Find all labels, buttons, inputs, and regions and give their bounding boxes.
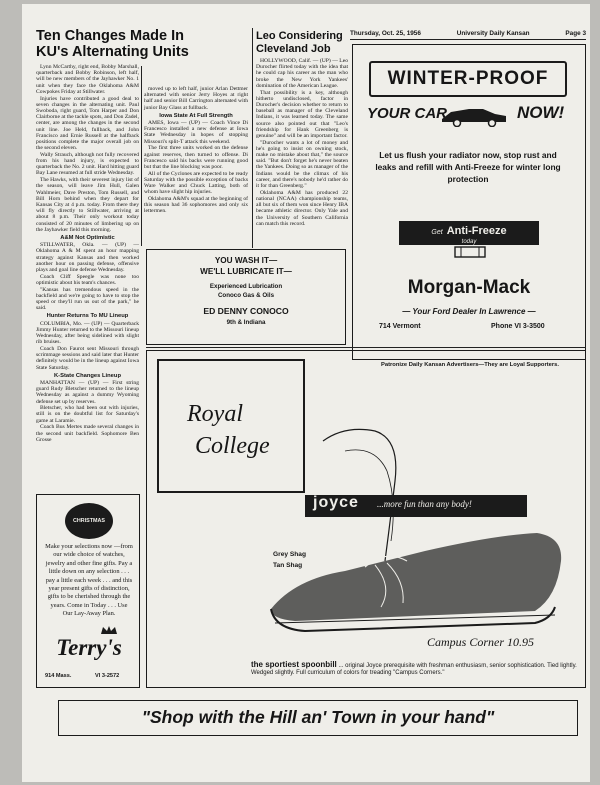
hunter-subhead: Hunter Returns To MU Lineup — [46, 313, 129, 320]
christmas-badge-text: CHRISTMAS — [72, 518, 106, 524]
conoco-line4: Conoco Gas & Oils — [217, 292, 275, 299]
header-rule — [350, 39, 586, 40]
kstate-paragraph: Coach Bus Mertes made several changes in the second unit backfield. Sophomore Ben Grosse — [36, 424, 139, 443]
kstate-subhead: K-State Changes Lineup — [54, 372, 121, 379]
now-label: NOW! — [517, 103, 565, 122]
newspaper-page — [22, 4, 590, 782]
kstate-paragraph: Bletscher, who had been out with injuries, still is on the doubtful list for Saturday's game at Laramie. — [36, 405, 139, 424]
sooner-subhead: A&M Not Optimistic — [60, 234, 115, 241]
iowa-subhead: Iowa State At Full Strength — [159, 112, 233, 119]
terrys-copy: Make your selections now —from our wide choice of watches, jewelry and other fine gifts. Pay a little down on any selection . . . pay a little each week . . . and this year present gifts of distinction, gifts to be cherished through the years. Come in Today . . . Use Our Lay-Away Plan. — [45, 543, 133, 618]
story1-headline — [36, 28, 250, 60]
conoco-line6: 9th & Indiana — [226, 319, 266, 326]
story1-paragraph: moved up to left half, junior Arlan Dettmer alternated with senior Jerry Hoyes at right half and senior Bill Carrington alternated with junior Bay Glass at fullback. — [144, 86, 248, 111]
anti-freeze-today: today — [461, 239, 477, 245]
dealer-tagline: — Your Ford Dealer In Lawrence — — [402, 307, 536, 316]
conoco-line5: ED DENNY CONOCO — [203, 306, 289, 316]
royal-footer-bold: the sportiest spoonbill — [251, 660, 337, 669]
story2-headline — [256, 30, 348, 55]
joyce-shoe-illustration — [235, 411, 575, 641]
car-icon — [439, 103, 509, 127]
hunter-paragraph: COLUMBIA, Mo. — (UP) — Quarterback Jimmy Hunter returned to the Missouri lineup Wednesday, after being sidelined with slight rib bruises. — [36, 320, 139, 346]
dealer-name: Morgan-Mack — [407, 277, 531, 298]
header-date: Thursday, Oct. 25, 1956 — [350, 30, 421, 37]
kstate-paragraph: MANHATTAN — (UP) — First string guard Rudy Bletscher returned to the lineup Wednesday as against a dummy Wyoming defense set up by reserves. — [36, 379, 139, 405]
terrys-phone: VI 3-2572 — [95, 673, 120, 679]
campus-corner-price: Campus Corner 10.95 — [427, 635, 535, 649]
story2-paragraph: "Durocher wants a lot of money and he's going to insist on owning stock, make no mistake about that," the source said. "But don't forget he's never beaten the Yankees. Doing so as manager of the Indians would be the climax of his career, and there's nobody he'd rather do it for than Greenberg." — [256, 139, 348, 190]
iowa-paragraph: AMES, Iowa — (UP) — Coach Vince Di Francesco installed a new defense at Iowa State Wednesday in hopes of stopping Missouri's split-T attack this weekend. — [144, 120, 248, 145]
royal-college-line1: Royal — [187, 401, 243, 427]
conoco-line2: WE'LL LUBRICATE IT— — [200, 267, 292, 276]
your-car-label: YOUR CAR — [367, 105, 448, 122]
iowa-paragraph: The first three units worked on the defense against reserves, then turned to offense. Di Francesco said his backs were running good but that the line blocking was poor. — [144, 145, 248, 170]
patronize-rule — [146, 347, 586, 348]
anti-freeze-badge — [399, 221, 539, 245]
dealer-address: 714 Vermont — [379, 323, 421, 330]
story1-paragraph: Injuries have contributed a good deal to seven changes in the alternating unit. Paul Swoboda, right guard, Tom Harper and Don Clairborne at the tackle spots, and Don Zadel, center, are among the changes in the second unit line. Joe Held, fullback, and John Francisco and Ernie Russell at the halfback positions complete the major overall job on the second eleven. — [36, 95, 139, 152]
joyce-script: ...more fun than any body! — [377, 499, 472, 509]
conoco-ad — [146, 249, 346, 345]
hunter-paragraph: Coach Don Faurot sent Missouri through scrimmage sessions and said later that Hunter definitely would be in the lineup against Iowa State Saturday. — [36, 345, 139, 371]
story2-paragraph: HOLLYWOOD, Calif. — (UP) — Leo Durocher flirted today with the idea that he could cap his career as the man who broke the New York Yankees' domination of the American League. — [256, 58, 348, 89]
royal-college-line2: College — [195, 433, 270, 459]
story2-paragraph: That possibility is a key, although hitherto undisclosed, factor in Durocher's decision whether to return to baseball as manager of the Cleveland Indians, it was learned today. The same source also pointed out that "Leo's friendship for Hank Greenberg is genuine" and will be an important factor. — [256, 89, 348, 139]
page-header — [350, 30, 586, 37]
header-paper: University Daily Kansan — [456, 30, 530, 37]
winter-proof-ad — [352, 44, 586, 360]
story1-headline-line1: Ten Changes Made In — [36, 28, 184, 44]
anti-freeze-label: Anti-Freeze — [446, 225, 507, 237]
conoco-line1: YOU WASH IT— — [214, 256, 278, 265]
winter-proof-copy: Let us flush your radiator now, stop rust and leaks and refill with Anti-Freeze for winter long protection — [375, 150, 561, 184]
column-rule — [252, 28, 253, 248]
iowa-paragraph: Oklahoma A&M's squad at the beginning of this season had 36 sophomores and only six lettermen. — [144, 195, 248, 215]
joyce-logo: joyce — [313, 494, 359, 511]
column-rule — [141, 66, 142, 246]
anti-freeze-get: Get — [431, 229, 443, 236]
terrys-address: 914 Mass. — [45, 673, 72, 679]
patronize-line: Patronize Daily Kansan Advertisers—They are Loyal Supporters. — [381, 362, 559, 368]
story2-headline-line2: Cleveland Job — [256, 42, 331, 55]
sooner-paragraph: STILLWATER, Okla. — (UP) — Oklahoma A & M spent an hour mapping strategy against Kansas and then worked another hour on passing defense, offensive plays and goal line defense Wednesday. — [36, 242, 139, 273]
christmas-badge — [65, 503, 113, 539]
story1-column-right — [144, 86, 248, 215]
winter-proof-banner — [369, 61, 567, 97]
crown-icon — [99, 625, 119, 635]
dealer-phone: Phone VI 3-3500 — [491, 323, 545, 330]
shop-banner — [58, 700, 578, 736]
winter-proof-title: WINTER-PROOF — [387, 68, 549, 89]
conoco-line3: Experienced Lubrication — [209, 283, 283, 290]
story2-headline-line1: Leo Considering — [256, 30, 343, 42]
story1-headline-line2: KU's Alternating Units — [36, 44, 189, 60]
royal-footer — [251, 661, 577, 677]
story1-paragraph: Wally Strauch, although not fully recovered from his hand injury, is expected to quarterback the No. 2 unit. Hard hitting guard Bay Lane resumed at full stride Wednesday. — [36, 151, 139, 177]
header-page: Page 3 — [565, 30, 586, 37]
sooner-paragraph: "Kansas has tremendous speed in the backfield and we're going to have to stop the speed or they'll run us out of the park," he said. — [36, 286, 139, 312]
shoe-name-grey: Grey Shag — [273, 551, 306, 558]
story1-column-left — [36, 64, 139, 443]
terrys-ad — [36, 494, 140, 688]
shop-banner-text: "Shop with the Hill an' Town in your hand" — [141, 707, 495, 727]
terrys-logo: Terry's — [56, 635, 122, 660]
story1-paragraph: Lynn McCarthy, right end, Bobby Marshall, quarterback and Bobby Robinson, left half, will be new members of the Jayhawker No. 1 unit when they face the Oklahoma A&M Cowpokes Friday at Stillwater. — [36, 64, 139, 95]
story1-paragraph: The Hawks, with their severest injury list of the season, will leave Jim Hull, Galen Wahlmeier, Dave Preston, Tom Russell, and Bill Horn behind when they depart for Kansas City at 4 p.m. today. From there they will fly directly to Stillwater, arriving at about 8 p.m. Their only workout today consisted of 20 minutes of limbering up on the Jayhawker field this morning. — [36, 177, 139, 233]
story2-column — [256, 58, 348, 227]
iowa-paragraph: All of the Cyclones are expected to be ready Saturday with the possible exception of backs Ware Walker and Chuck Latting, both of whom have slight hip injuries. — [144, 170, 248, 196]
antifreeze-can-icon — [453, 245, 487, 259]
sooner-paragraph: Coach Cliff Speegle was none too optimistic about his team's chances. — [36, 273, 139, 286]
shoe-name-tan: Tan Shag — [273, 562, 303, 569]
royal-college-ad — [146, 350, 586, 688]
story2-paragraph: Oklahoma A&M has produced 22 national (NCAA) championship teams, all but six of them won since Henry IBA became athletic director. Only Yale and the University of Southern California can match this record. — [256, 189, 348, 227]
royal-footer-text: ... original Joyce prerequisite with freshman enthusiasm, senior sophistication. Tied lightly. Wedged slightly. Full curriculum of colors for treading "Campus Corners." — [251, 663, 577, 676]
